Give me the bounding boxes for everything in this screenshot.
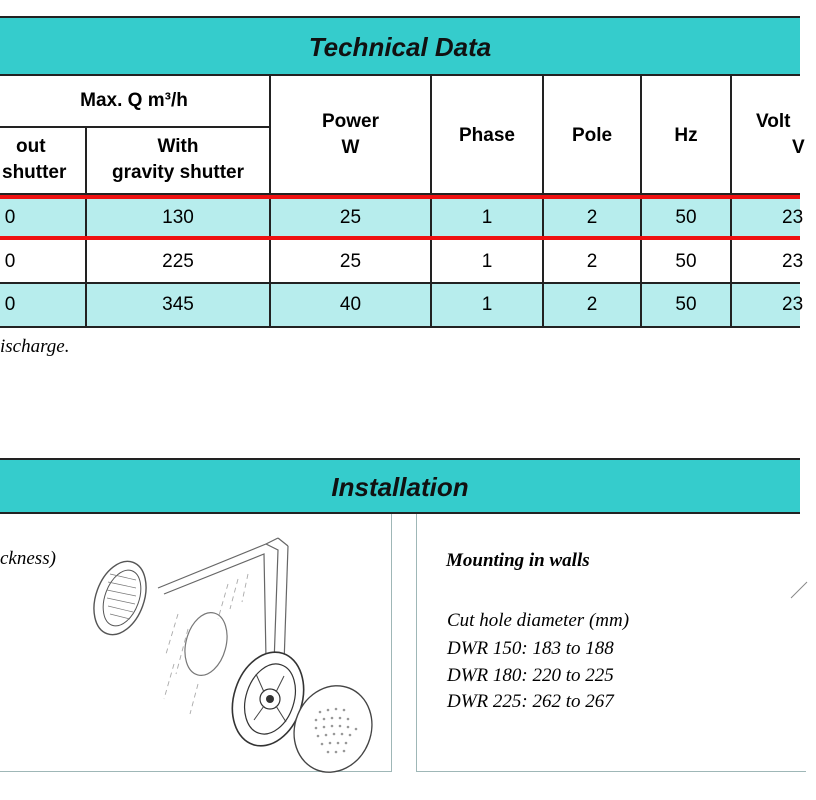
cell-volt: 23 (782, 206, 804, 228)
installation-left-panel (0, 514, 392, 772)
cell-without: 0 (4, 206, 16, 228)
header-max-q: Max. Q m³/h (80, 90, 188, 111)
fan-installation-drawing (78, 524, 378, 769)
cell-power: 25 (339, 250, 362, 272)
cell-phase: 1 (481, 250, 493, 272)
left-panel-caption: ckness) (0, 548, 56, 569)
mounting-title: Mounting in walls (446, 550, 590, 571)
col-line-6 (730, 76, 732, 328)
cell-without: 0 (4, 294, 16, 315)
spec-line: DWR 150: 183 to 188 (447, 638, 614, 659)
cell-pole: 2 (586, 206, 598, 228)
cell-with: 130 (162, 206, 194, 228)
cell-volt: 23 (782, 294, 804, 315)
technical-data-title: Technical Data (308, 32, 492, 62)
cell-power: 25 (339, 206, 362, 228)
header-hz: Hz (674, 124, 698, 146)
cut-hole-label: Cut hole diameter (mm) (447, 610, 630, 631)
cell-phase: 1 (481, 294, 493, 315)
spec-line: DWR 225: 262 to 267 (447, 691, 614, 712)
cell-hz: 50 (675, 250, 697, 272)
installation-right-panel (416, 514, 806, 772)
cell-hz: 50 (675, 294, 697, 315)
highlight-line-bottom (0, 236, 800, 240)
header-phase: Phase (459, 124, 515, 146)
cell-without: 0 (4, 250, 16, 272)
technical-data-banner (0, 16, 800, 76)
header-without-shutter: out shutter (2, 136, 67, 183)
cell-pole: 2 (586, 294, 598, 315)
header-volt: Volt V (756, 111, 805, 158)
cell-volt: 23 (782, 250, 804, 272)
cell-with: 225 (162, 250, 194, 272)
table-footnote: ischarge. (0, 336, 70, 357)
cell-phase: 1 (481, 206, 493, 228)
cell-hz: 50 (675, 206, 697, 228)
cell-power: 40 (339, 294, 362, 315)
cell-with: 345 (162, 294, 194, 315)
cell-pole: 2 (586, 250, 598, 272)
installation-title: Installation (331, 472, 469, 502)
table-line-bottom (0, 326, 800, 328)
spec-line: DWR 180: 220 to 225 (447, 665, 614, 686)
header-with-gravity-shutter: With gravity shutter (112, 136, 244, 183)
drawing-fragment-icon (789, 574, 809, 604)
header-pole: Pole (571, 124, 613, 146)
installation-banner (0, 458, 800, 514)
inner-grille-icon (84, 554, 155, 642)
header-power: Power W (321, 111, 380, 158)
